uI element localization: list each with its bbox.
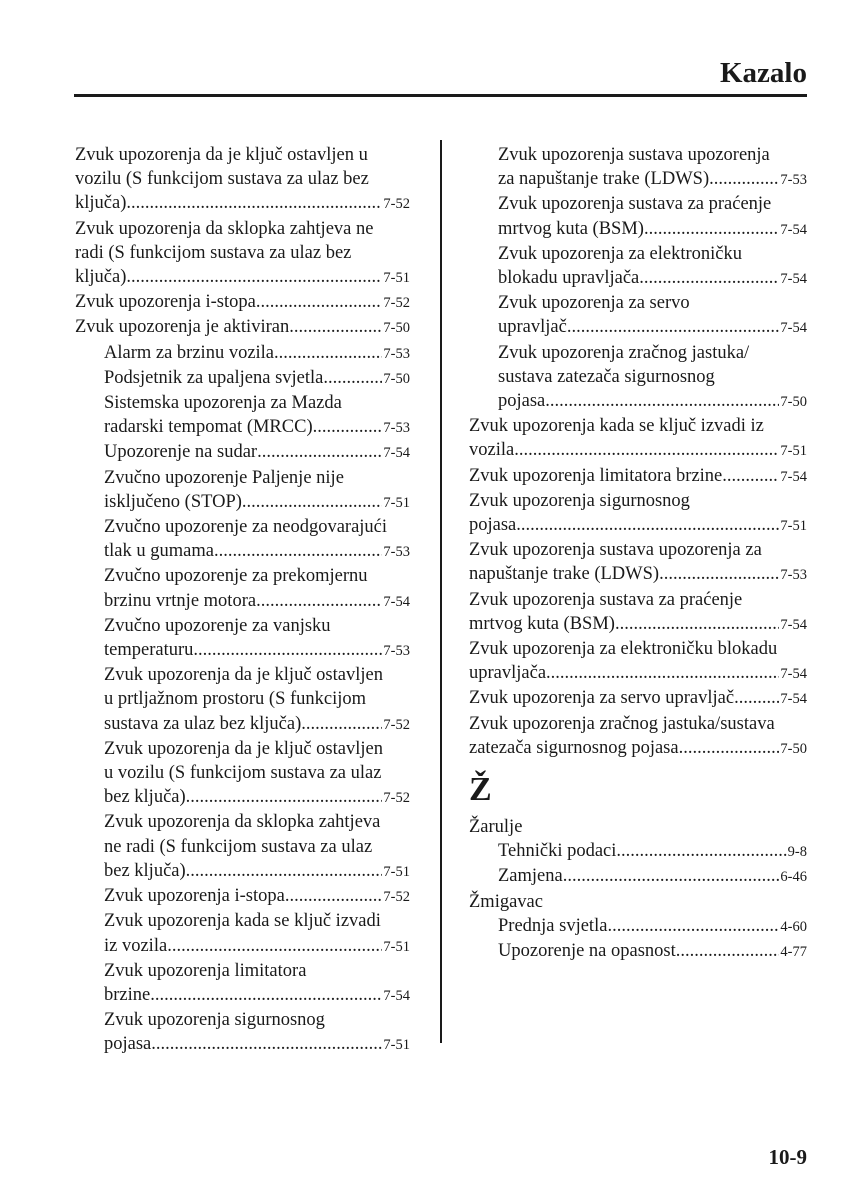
dot-leader: [644, 217, 779, 241]
page-reference: 7-52: [383, 196, 410, 213]
page-reference: 7-54: [383, 593, 410, 610]
entry-text: tlak u gumama: [104, 541, 214, 562]
page-reference: 7-52: [383, 295, 410, 312]
entry-text-line: Zvuk upozorenja sigurnosnog: [469, 490, 690, 511]
entry-text-line: Zvuk upozorenja da sklopka zahtjeva: [104, 812, 381, 833]
index-group-z-caron-continued: [469, 143, 807, 761]
dot-leader: [274, 341, 382, 365]
entry-leader-line: [498, 839, 807, 864]
entry-text: Tehnički podaci: [498, 841, 617, 862]
entry-leader-line: [104, 859, 410, 884]
index-subentry: [469, 143, 807, 192]
entry-text: Zvuk upozorenja i-stopa: [104, 886, 285, 907]
entry-leader-line: [104, 539, 410, 564]
entry-text: mrtvog kuta (BSM): [469, 613, 615, 634]
page-number: 10-9: [768, 1145, 807, 1169]
index-subentry: [469, 914, 807, 939]
index-subentry: [75, 440, 410, 465]
entry-leader-line: [75, 265, 410, 290]
entry-text: Zvuk upozorenja je aktiviran: [75, 317, 290, 338]
dot-leader: [722, 464, 779, 488]
entry-text-line: Zvuk upozorenja sustava za praćenje: [498, 194, 772, 215]
index-entry: [75, 290, 410, 315]
page-reference: 7-53: [383, 643, 410, 660]
page-reference: 7-51: [383, 938, 410, 955]
dot-leader: [545, 389, 779, 413]
page-reference: 7-53: [383, 544, 410, 561]
index-entry: [469, 815, 807, 839]
entry-text: pojasa: [498, 391, 546, 412]
entry-text: Upozorenje na opasnost: [498, 941, 676, 962]
dot-leader: [186, 785, 383, 809]
page-reference: 7-51: [780, 518, 807, 535]
page-reference: 7-53: [780, 567, 807, 584]
index-entry: [469, 588, 807, 637]
index-subentry: [75, 663, 410, 737]
index-entry: [75, 217, 410, 291]
entry-text: radarski tempomat (MRCC): [104, 417, 313, 438]
index-subentry: [75, 515, 410, 564]
entry-text: ključa): [75, 267, 127, 288]
entry-text: upravljač: [498, 317, 567, 338]
entry-leader-line: [104, 341, 410, 366]
entry-leader-line: [104, 366, 410, 391]
entry-text-line: Zvuk upozorenja kada se ključ izvadi: [104, 911, 381, 932]
dot-leader: [150, 983, 382, 1007]
header-rule: [74, 94, 807, 97]
entry-leader-line: [104, 589, 410, 614]
page-reference: 7-51: [383, 494, 410, 511]
dot-leader: [167, 934, 382, 958]
entry-text-line: u prtljažnom prostoru (S funkcijom: [104, 689, 367, 710]
column-divider: [440, 140, 442, 1043]
entry-text: pojasa: [469, 515, 517, 536]
dot-leader: [214, 539, 382, 563]
entry-text-line: Zvuk upozorenja za servo: [498, 293, 690, 314]
entry-text-line: Sistemska upozorenja za Mazda: [104, 393, 342, 414]
index-column-left: [75, 143, 410, 1058]
index-subentry: [469, 192, 807, 241]
entry-text: sustava za ulaz bez ključa): [104, 713, 302, 734]
entry-leader-line: [469, 438, 807, 463]
dot-leader: [639, 266, 779, 290]
dot-leader: [615, 612, 779, 636]
index-subentry: [469, 242, 807, 291]
entry-text-line: Zvučno upozorenje za vanjsku: [104, 615, 331, 636]
dot-leader: [616, 839, 786, 863]
page-reference: 7-54: [780, 221, 807, 238]
entry-text: Zvuk upozorenja i-stopa: [75, 292, 256, 313]
entry-leader-line: [104, 712, 410, 737]
page-reference: 7-54: [780, 666, 807, 683]
entry-leader-line: [104, 934, 410, 959]
entry-text-line: Zvuk upozorenja da je ključ ostavljen: [104, 665, 383, 686]
entry-text-line: radi (S funkcijom sustava za ulaz bez: [75, 242, 352, 263]
page-reference: 7-54: [383, 445, 410, 462]
dot-leader: [734, 686, 779, 710]
entry-text: Alarm za brzinu vozila: [104, 342, 275, 363]
page-reference: 7-54: [780, 691, 807, 708]
entry-leader-line: [498, 266, 807, 291]
entry-leader-line: [469, 464, 807, 489]
entry-leader-line: [469, 612, 807, 637]
index-subentry: [75, 564, 410, 613]
entry-text: Upozorenje na sudar: [104, 442, 258, 463]
entry-text: pojasa: [104, 1034, 152, 1055]
entry-text: Podsjetnik za upaljena svjetla: [104, 367, 324, 388]
page-reference: 7-50: [780, 740, 807, 757]
index-entry: [469, 464, 807, 489]
page-reference: 7-50: [383, 320, 410, 337]
entry-leader-line: [104, 415, 410, 440]
entry-leader-line: [104, 884, 410, 909]
entry-text: Prednja svjetla: [498, 915, 608, 936]
entry-text-line: Zvuk upozorenja sustava za praćenje: [469, 589, 743, 610]
dot-leader: [193, 638, 382, 662]
dot-leader: [186, 859, 383, 883]
page-reference: 7-51: [383, 863, 410, 880]
dot-leader: [546, 661, 779, 685]
entry-leader-line: [469, 661, 807, 686]
index-entry: [469, 686, 807, 711]
entry-text: napuštanje trake (LDWS): [469, 564, 660, 585]
index-column-right: [469, 143, 807, 964]
index-subentry: [75, 391, 410, 440]
entry-text-line: Zvuk upozorenja sigurnosnog: [104, 1010, 325, 1031]
index-subentry: [469, 291, 807, 340]
index-subentry: [469, 341, 807, 415]
index-subentry: [75, 341, 410, 366]
page-reference: 7-51: [383, 270, 410, 287]
index-entry: [469, 414, 807, 463]
dot-leader: [607, 914, 779, 938]
index-entry: [469, 637, 807, 686]
entry-text: bez ključa): [104, 787, 186, 808]
page-reference: 7-53: [383, 345, 410, 362]
dot-leader: [313, 415, 383, 439]
index-entry: [469, 712, 807, 761]
dot-leader: [301, 712, 382, 736]
page-reference: 7-50: [780, 394, 807, 411]
entry-text-line: Zvuk upozorenja da sklopka zahtjeva ne: [75, 218, 374, 239]
entry-text-line: vozilu (S funkcijom sustava za ulaz bez: [75, 169, 369, 190]
entry-text: bez ključa): [104, 860, 186, 881]
dot-leader: [323, 366, 382, 390]
entry-text-line: u vozilu (S funkcijom sustava za ulaz: [104, 763, 382, 784]
entry-text: mrtvog kuta (BSM): [498, 218, 644, 239]
page-reference: 9-8: [787, 844, 807, 861]
dot-leader: [563, 864, 780, 888]
entry-leader-line: [498, 864, 807, 889]
entry-text-line: Žmigavac: [469, 891, 543, 912]
page-reference: 7-54: [780, 468, 807, 485]
index-entry: [75, 143, 410, 217]
page-reference: 7-53: [383, 420, 410, 437]
dot-leader: [151, 1032, 382, 1056]
entry-text-line: Zvuk upozorenja sustava upozorenja: [498, 145, 770, 165]
dot-leader: [516, 513, 779, 537]
page-reference: 4-77: [780, 944, 807, 961]
dot-leader: [126, 265, 382, 289]
entry-text-line: Zvuk upozorenja da je ključ ostavljen: [104, 738, 383, 759]
index-subentry: [75, 1008, 410, 1057]
entry-text: vozila: [469, 440, 515, 461]
index-subentry: [75, 810, 410, 884]
entry-text: za napuštanje trake (LDWS): [498, 169, 710, 190]
entry-text: Zvuk upozorenja za servo upravljač: [469, 688, 735, 709]
entry-text: brzine: [104, 984, 151, 1005]
entry-text: brzinu vrtnje motora: [104, 590, 257, 611]
index-subentry: [75, 466, 410, 515]
entry-leader-line: [104, 490, 410, 515]
entry-leader-line: [469, 513, 807, 538]
entry-text-line: ne radi (S funkcijom sustava za ulaz: [104, 836, 373, 857]
page-reference: 7-54: [383, 987, 410, 1004]
entry-text: iz vozila: [104, 935, 168, 956]
entry-leader-line: [75, 191, 410, 216]
entry-leader-line: [498, 389, 807, 414]
dot-leader: [659, 562, 779, 586]
page-reference: 7-50: [383, 370, 410, 387]
page-reference: 7-54: [780, 271, 807, 288]
index-subentry: [75, 884, 410, 909]
entry-text: blokadu upravljača: [498, 268, 640, 289]
entry-leader-line: [498, 217, 807, 242]
dot-leader: [256, 290, 383, 314]
index-subentry: [469, 864, 807, 889]
entry-text-line: Zvuk upozorenja sustava upozorenja za: [469, 540, 762, 561]
entry-leader-line: [104, 785, 410, 810]
index-subentry: [75, 737, 410, 811]
entry-text-line: Žarulje: [469, 817, 523, 838]
entry-text: Zamjena: [498, 866, 563, 887]
entry-leader-line: [75, 315, 410, 340]
page-reference: 7-54: [780, 320, 807, 337]
entry-text-line: Zvuk upozorenja za elektroničku: [498, 243, 742, 264]
page-title: Kazalo: [720, 57, 807, 89]
dot-leader: [679, 736, 780, 760]
entry-leader-line: [104, 1032, 410, 1057]
entry-leader-line: [104, 638, 410, 663]
dot-leader: [257, 440, 382, 464]
page-reference: 7-51: [383, 1037, 410, 1054]
index-entry: [469, 538, 807, 587]
entry-text: isključeno (STOP): [104, 491, 242, 512]
entry-text-line: Zvuk upozorenja limitatora: [104, 960, 307, 981]
entry-text: Zvuk upozorenja limitatora brzine: [469, 465, 723, 486]
index-subentry: [75, 959, 410, 1008]
entry-text-line: Zvučno upozorenje za neodgovarajući: [104, 517, 388, 538]
page-reference: 7-52: [383, 889, 410, 906]
dot-leader: [676, 939, 780, 963]
entry-leader-line: [104, 440, 410, 465]
page-reference: 7-51: [780, 443, 807, 460]
entry-text: upravljača: [469, 663, 547, 684]
page-reference: 7-53: [780, 172, 807, 189]
index-subentry: [75, 909, 410, 958]
entry-text: ključa): [75, 193, 127, 214]
entry-leader-line: [469, 562, 807, 587]
index-group-z-caron: [469, 815, 807, 964]
dot-leader: [567, 315, 780, 339]
entry-text-line: Zvuk upozorenja za elektroničku blokadu: [469, 639, 778, 660]
entry-text: zatezača sigurnosnog pojasa: [469, 737, 679, 758]
entry-text-line: Zvučno upozorenje za prekomjernu: [104, 566, 368, 587]
index-entry: [469, 890, 807, 914]
dot-leader: [242, 490, 383, 514]
entry-text-line: Zvuk upozorenja zračnog jastuka/sustava: [469, 713, 775, 734]
index-subentry: [75, 366, 410, 391]
index-entry: [75, 315, 410, 340]
index-subentry: [469, 939, 807, 964]
dot-leader: [289, 315, 382, 339]
entry-text-line: Zvučno upozorenje Paljenje nije: [104, 467, 344, 488]
entry-leader-line: [104, 983, 410, 1008]
entry-leader-line: [469, 736, 807, 761]
entry-text: temperaturu: [104, 640, 194, 661]
page-reference: 6-46: [780, 869, 807, 886]
index-entry: [469, 489, 807, 538]
entry-text-line: sustava zatezača sigurnosnog: [498, 366, 715, 387]
page-reference: 7-52: [383, 716, 410, 733]
dot-leader: [256, 589, 382, 613]
entry-leader-line: [498, 315, 807, 340]
entry-leader-line: [498, 914, 807, 939]
entry-text-line: Zvuk upozorenja zračnog jastuka/: [498, 342, 750, 363]
entry-leader-line: [75, 290, 410, 315]
entry-leader-line: [469, 686, 807, 711]
entry-text-line: Zvuk upozorenja kada se ključ izvadi iz: [469, 416, 764, 437]
entry-leader-line: [498, 167, 807, 192]
dot-leader: [709, 167, 779, 191]
dot-leader: [126, 191, 382, 215]
page-reference: 7-54: [780, 616, 807, 633]
dot-leader: [514, 438, 779, 462]
entry-leader-line: [498, 939, 807, 964]
section-letter: Ž: [469, 771, 492, 809]
dot-leader: [285, 884, 383, 908]
entry-text-line: Zvuk upozorenja da je ključ ostavljen u: [75, 145, 368, 165]
page-reference: 7-52: [383, 790, 410, 807]
page-reference: 4-60: [780, 918, 807, 935]
index-subentry: [469, 839, 807, 864]
index-subentry: [75, 614, 410, 663]
